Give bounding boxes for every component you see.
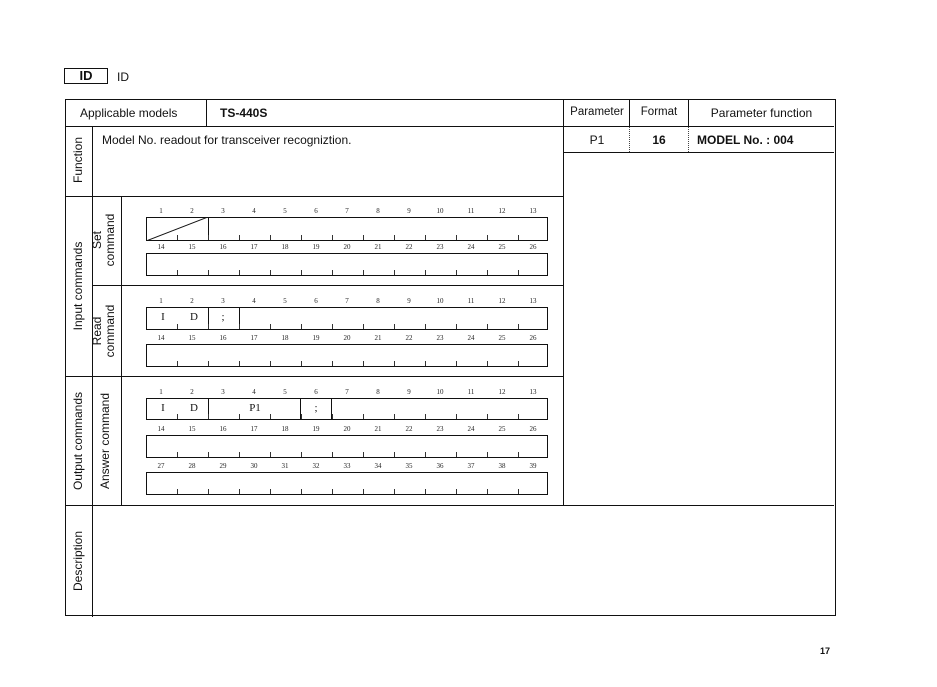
answer-row1-cell-tick	[239, 414, 240, 419]
set-row1-cell-tick	[425, 235, 426, 240]
answer-row2-cell-tick	[518, 452, 519, 457]
answer-command-label: Answer command	[98, 392, 112, 490]
set-row1-position-number: 3	[221, 207, 225, 215]
param-values-divider	[563, 152, 834, 153]
answer-row3-position-number: 30	[250, 462, 258, 470]
answer-row1-position-number: 11	[467, 388, 475, 396]
answer-row1-cell-tick	[425, 414, 426, 419]
read-row2-cell-tick	[394, 361, 395, 366]
answer-row1-position-number: 10	[436, 388, 444, 396]
answer-row1-cell-tick	[177, 414, 178, 419]
read-row2-position-number: 23	[436, 334, 444, 342]
read-row1-cell-tick	[456, 324, 457, 329]
set-row1-cell-tick	[456, 235, 457, 240]
read-row1-cell-tick	[208, 324, 209, 329]
set-row1-cell-tick	[518, 235, 519, 240]
answer-row1-position-number: 6	[314, 388, 318, 396]
parameter-function-value: MODEL No. : 004	[697, 133, 794, 147]
read-row2-cell-tick	[363, 361, 364, 366]
read-row2-position-number: 20	[343, 334, 351, 342]
answer-row2-cell-tick	[425, 452, 426, 457]
answer-row1-position-number: 8	[376, 388, 380, 396]
answer-row2-position-number: 18	[281, 425, 289, 433]
answer-row2-position-number: 26	[529, 425, 537, 433]
answer-row3-position-number: 28	[188, 462, 196, 470]
read-row2-position-number: 14	[157, 334, 165, 342]
set-row2-position-number: 22	[405, 243, 413, 251]
read-row2-position-number: 16	[219, 334, 227, 342]
read-row2-cell-tick	[239, 361, 240, 366]
answer-row1-cell-tick	[208, 414, 209, 419]
function-row-divider	[66, 196, 563, 197]
set-row2-cell-tick	[425, 270, 426, 275]
read-row1-cell-tick	[518, 324, 519, 329]
models-divider	[206, 100, 207, 126]
read-row2-position-number: 18	[281, 334, 289, 342]
set-row2-position-number: 26	[529, 243, 537, 251]
answer-row2-position-number: 15	[188, 425, 196, 433]
set-row2-cell-tick	[456, 270, 457, 275]
read-row1-position-number: 8	[376, 297, 380, 305]
answer-row3-cell-tick	[363, 489, 364, 494]
read-row1-cell-tick	[270, 324, 271, 329]
read-row2-cell-tick	[332, 361, 333, 366]
answer-row1-position-number: 13	[529, 388, 537, 396]
answer-row1-position-number: 7	[345, 388, 349, 396]
answer-row3-position-number: 29	[219, 462, 227, 470]
read-row2-position-number: 21	[374, 334, 382, 342]
read-row1-position-number: 11	[467, 297, 475, 305]
answer-row3-cell-tick	[394, 489, 395, 494]
answer-row1-cell-tick	[456, 414, 457, 419]
answer-row3-position-number: 37	[467, 462, 475, 470]
answer-row2-position-number: 14	[157, 425, 165, 433]
answer-row2-position-number: 19	[312, 425, 320, 433]
set-row1-position-number: 10	[436, 207, 444, 215]
read-row1-position-number: 3	[221, 297, 225, 305]
answer-row2-position-number: 21	[374, 425, 382, 433]
read-row2-position-number: 19	[312, 334, 320, 342]
label-column-divider	[92, 126, 93, 617]
read-row1-cell-tick	[332, 324, 333, 329]
answer-row1-position-number: 3	[221, 388, 225, 396]
set-row1-cell-tick	[177, 235, 178, 240]
set-row1-position-number: 1	[159, 207, 163, 215]
subcommand-column-divider	[121, 196, 122, 505]
read-row1-cell-tick	[363, 324, 364, 329]
read-row1-position-number: 6	[314, 297, 318, 305]
answer-row3-position-number: 39	[529, 462, 537, 470]
read-row2-position-number: 15	[188, 334, 196, 342]
answer-row2-position-number: 23	[436, 425, 444, 433]
answer-row2-position-number: 20	[343, 425, 351, 433]
function-label: Function	[71, 136, 85, 184]
answer-row2-cell-tick	[270, 452, 271, 457]
set-row2-cell-tick	[363, 270, 364, 275]
read-row1-position-number: 10	[436, 297, 444, 305]
read-row1-cell-tick	[425, 324, 426, 329]
answer-row1-cell-tick	[270, 414, 271, 419]
answer-row1-cell-tick	[394, 414, 395, 419]
read-char-i: I	[161, 311, 165, 323]
answer-row2-cell-tick	[301, 452, 302, 457]
set-row2-cell-tick	[177, 270, 178, 275]
parameter-function-header: Parameter function	[710, 106, 813, 120]
read-row2-cell-tick	[487, 361, 488, 366]
answer-row1-cell-tick	[332, 414, 333, 419]
answer-row2-cell-tick	[208, 452, 209, 457]
answer-char-d: D	[190, 402, 198, 414]
answer-row3-cell-tick	[177, 489, 178, 494]
answer-row3-cell-tick	[487, 489, 488, 494]
set-row1-position-number: 6	[314, 207, 318, 215]
set-row2-position-number: 16	[219, 243, 227, 251]
set-row1-position-number: 12	[498, 207, 506, 215]
set-row1-position-number: 2	[190, 207, 194, 215]
applicable-models-label: Applicable models	[80, 106, 178, 120]
input-commands-label: Input commands	[71, 241, 85, 331]
set-row1-cell-tick	[394, 235, 395, 240]
read-row1-position-number: 7	[345, 297, 349, 305]
answer-char-i: I	[161, 402, 165, 414]
answer-row3-cell-tick	[301, 489, 302, 494]
set-command-label: Set command	[90, 213, 117, 267]
format-dotted-divider	[688, 127, 689, 152]
function-text: Model No. readout for transceiver recogniztion.	[102, 133, 352, 147]
input-output-divider	[66, 376, 563, 377]
answer-row3-cell-tick	[332, 489, 333, 494]
answer-row1-cell-tick	[518, 414, 519, 419]
answer-row2-cell-tick	[363, 452, 364, 457]
read-row2-cell-tick	[518, 361, 519, 366]
answer-row3-position-number: 27	[157, 462, 165, 470]
answer-row2-cell-tick	[456, 452, 457, 457]
answer-row1-cell-tick	[363, 414, 364, 419]
read-row1-position-number: 13	[529, 297, 537, 305]
answer-row2-position-number: 24	[467, 425, 475, 433]
answer-row2-cell-tick	[177, 452, 178, 457]
answer-char-semicolon: ;	[314, 402, 318, 414]
command-code-box: ID	[64, 68, 108, 84]
answer-row3-position-number: 33	[343, 462, 351, 470]
parameter-header: Parameter	[570, 106, 624, 118]
read-row1-position-number: 12	[498, 297, 506, 305]
set-row1-position-number: 5	[283, 207, 287, 215]
set-row2-position-number: 14	[157, 243, 165, 251]
answer-row3-position-number: 38	[498, 462, 506, 470]
set-row2-position-number: 18	[281, 243, 289, 251]
answer-row2-cell-tick	[487, 452, 488, 457]
read-row1-position-number: 1	[159, 297, 163, 305]
answer-row3-cell-tick	[208, 489, 209, 494]
answer-row1-position-number: 9	[407, 388, 411, 396]
set-row2-position-number: 23	[436, 243, 444, 251]
read-row2-position-number: 25	[498, 334, 506, 342]
read-row1-cell-tick	[487, 324, 488, 329]
set-row1-cell-tick	[301, 235, 302, 240]
read-row1-cell-tick	[239, 324, 240, 329]
command-code-label: ID	[117, 70, 129, 84]
read-row1-cell-tick	[177, 324, 178, 329]
read-row2-position-number: 26	[529, 334, 537, 342]
set-row2-position-number: 21	[374, 243, 382, 251]
set-row1-position-number: 11	[467, 207, 475, 215]
set-row2-position-number: 24	[467, 243, 475, 251]
answer-row2-cell-tick	[332, 452, 333, 457]
answer-row1-cell-tick	[301, 414, 302, 419]
set-row1-position-number: 7	[345, 207, 349, 215]
read-row2-position-number: 24	[467, 334, 475, 342]
read-command-label: Read command	[90, 304, 117, 358]
set-row1-cell-tick	[332, 235, 333, 240]
set-row2-position-number: 19	[312, 243, 320, 251]
read-char-semicolon: ;	[221, 311, 225, 323]
description-label: Description	[71, 530, 85, 592]
set-row1-cell-tick	[239, 235, 240, 240]
set-row2-cell-tick	[394, 270, 395, 275]
set-row1-position-number: 13	[529, 207, 537, 215]
answer-row3-cell-tick	[518, 489, 519, 494]
set-row1-position-number: 4	[252, 207, 256, 215]
answer-row3-position-number: 32	[312, 462, 320, 470]
answer-row1-cell-tick	[487, 414, 488, 419]
set-row2-cell-tick	[518, 270, 519, 275]
answer-row3-position-number: 36	[436, 462, 444, 470]
answer-row3-cell-tick	[270, 489, 271, 494]
set-row2-position-number: 17	[250, 243, 258, 251]
set-row1-position-number: 9	[407, 207, 411, 215]
read-row1-position-number: 2	[190, 297, 194, 305]
answer-row1-position-number: 1	[159, 388, 163, 396]
answer-row1-position-number: 5	[283, 388, 287, 396]
read-row1-cell-tick	[394, 324, 395, 329]
read-row2-cell-tick	[270, 361, 271, 366]
set-row2-cell-tick	[239, 270, 240, 275]
answer-row3-cell-tick	[425, 489, 426, 494]
answer-row3-position-number: 35	[405, 462, 413, 470]
read-char-d: D	[190, 311, 198, 323]
set-row2-cell-tick	[301, 270, 302, 275]
answer-row2-position-number: 17	[250, 425, 258, 433]
set-row1-cell-tick	[487, 235, 488, 240]
set-row1-cell-tick	[270, 235, 271, 240]
output-description-divider	[66, 505, 834, 506]
read-row2-position-number: 17	[250, 334, 258, 342]
read-row1-cell-tick	[301, 324, 302, 329]
set-row1-cell-tick	[208, 235, 209, 240]
read-row1-position-number: 5	[283, 297, 287, 305]
set-row2-position-number: 20	[343, 243, 351, 251]
read-row2-position-number: 22	[405, 334, 413, 342]
answer-row2-cell-tick	[394, 452, 395, 457]
set-read-divider	[92, 285, 563, 286]
set-row2-position-number: 15	[188, 243, 196, 251]
read-row1-position-number: 4	[252, 297, 256, 305]
set-row2-position-number: 25	[498, 243, 506, 251]
read-row2-cell-tick	[301, 361, 302, 366]
read-row2-cell-tick	[177, 361, 178, 366]
set-row2-cell-tick	[208, 270, 209, 275]
param-column-divider	[563, 100, 564, 505]
answer-row2-position-number: 25	[498, 425, 506, 433]
answer-param-p1: P1	[249, 402, 261, 414]
answer-row3-cell-tick	[239, 489, 240, 494]
answer-row3-cell-tick	[456, 489, 457, 494]
answer-row1-position-number: 2	[190, 388, 194, 396]
applicable-models-value: TS-440S	[220, 106, 268, 120]
read-row2-cell-tick	[208, 361, 209, 366]
answer-row1-position-number: 12	[498, 388, 506, 396]
answer-row1-position-number: 4	[252, 388, 256, 396]
set-row1-cell-tick	[363, 235, 364, 240]
output-commands-label: Output commands	[71, 391, 85, 491]
read-row1-position-number: 9	[407, 297, 411, 305]
read-row2-cell-tick	[425, 361, 426, 366]
parameter-value: P1	[589, 133, 605, 147]
command-table	[65, 99, 836, 616]
answer-row2-position-number: 22	[405, 425, 413, 433]
set-row1-position-number: 8	[376, 207, 380, 215]
format-value: 16	[652, 133, 666, 147]
page-number: 17	[820, 646, 831, 656]
header-row-divider	[66, 126, 834, 127]
answer-row3-position-number: 34	[374, 462, 382, 470]
format-header: Format	[640, 106, 678, 118]
set-row2-cell-tick	[270, 270, 271, 275]
read-row2-cell-tick	[456, 361, 457, 366]
answer-row3-position-number: 31	[281, 462, 289, 470]
answer-row2-cell-tick	[239, 452, 240, 457]
set-row2-cell-tick	[332, 270, 333, 275]
answer-row2-position-number: 16	[219, 425, 227, 433]
set-row2-cell-tick	[487, 270, 488, 275]
